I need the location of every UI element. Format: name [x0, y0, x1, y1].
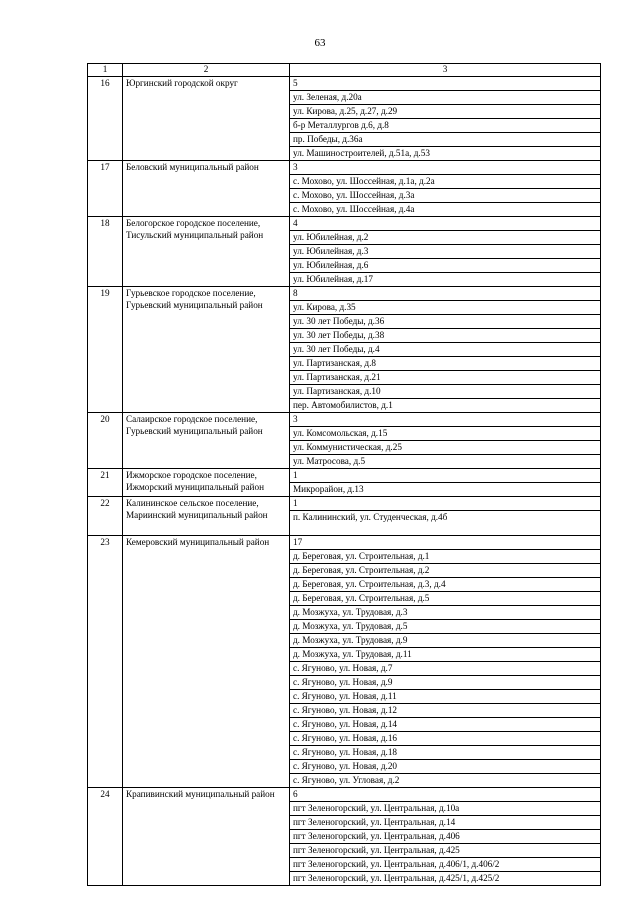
- address-cell: ул. Юбилейная, д.6: [290, 259, 601, 273]
- municipality-name: Беловский муниципальный район: [123, 161, 290, 217]
- address-cell: д. Мозжуха, ул. Трудовая, д.11: [290, 648, 601, 662]
- address-cell: с. Ягуново, ул. Новая, д.12: [290, 704, 601, 718]
- address-cell: ул. Кирова, д.35: [290, 301, 601, 315]
- address-cell: д. Мозжуха, ул. Трудовая, д.5: [290, 620, 601, 634]
- address-cell: с. Мохово, ул. Шоссейная, д.4а: [290, 203, 601, 217]
- municipality-name: Калининское сельское поселение, Мариинский муниципальный район: [123, 497, 290, 536]
- address-cell: с. Ягуново, ул. Новая, д.11: [290, 690, 601, 704]
- house-count: 6: [290, 788, 601, 802]
- table-row: [88, 413, 601, 427]
- address-cell: ул. Юбилейная, д.17: [290, 273, 601, 287]
- address-cell: с. Ягуново, ул. Новая, д.20: [290, 760, 601, 774]
- header-col-2: 2: [123, 64, 290, 77]
- house-count: 3: [290, 161, 601, 175]
- house-count: 5: [290, 77, 601, 91]
- row-number: 17: [88, 161, 123, 217]
- address-cell: с. Мохово, ул. Шоссейная, д.3а: [290, 189, 601, 203]
- house-count: 17: [290, 536, 601, 550]
- municipality-name: Белогорское городское поселение, Тисульский муниципальный район: [123, 217, 290, 287]
- table-row: [88, 536, 601, 550]
- table-row: [88, 497, 601, 511]
- address-cell: пгт Зеленогорский, ул. Центральная, д.14: [290, 816, 601, 830]
- row-number: 16: [88, 77, 123, 161]
- row-number: 20: [88, 413, 123, 469]
- address-cell: д. Береговая, ул. Строительная, д.3, д.4: [290, 578, 601, 592]
- house-count: 3: [290, 413, 601, 427]
- row-number: 23: [88, 536, 123, 788]
- table-body: [88, 77, 601, 886]
- table-row: [88, 788, 601, 802]
- municipality-name: Гурьевское городское поселение, Гурьевский муниципальный район: [123, 287, 290, 413]
- house-count: 1: [290, 469, 601, 483]
- address-cell: с. Ягуново, ул. Новая, д.16: [290, 732, 601, 746]
- address-cell: ул. Матросова, д.5: [290, 455, 601, 469]
- address-cell: ул. 30 лет Победы, д.38: [290, 329, 601, 343]
- table-row: [88, 217, 601, 231]
- address-cell: ул. Кирова, д.25, д.27, д.29: [290, 105, 601, 119]
- address-cell: пгт Зеленогорский, ул. Центральная, д.425/1, д.425/2: [290, 872, 601, 886]
- municipality-name: Ижморское городское поселение, Ижморский муниципальный район: [123, 469, 290, 497]
- address-cell: с. Ягуново, ул. Новая, д.7: [290, 662, 601, 676]
- address-cell: пр. Победы, д.36а: [290, 133, 601, 147]
- municipality-name: Кемеровский муниципальный район: [123, 536, 290, 788]
- municipality-name: Юргинский городской округ: [123, 77, 290, 161]
- header-col-3: 3: [290, 64, 601, 77]
- address-cell: д. Береговая, ул. Строительная, д.5: [290, 592, 601, 606]
- address-cell: с. Ягуново, ул. Новая, д.18: [290, 746, 601, 760]
- address-cell: д. Береговая, ул. Строительная, д.2: [290, 564, 601, 578]
- row-number: 19: [88, 287, 123, 413]
- house-count: 4: [290, 217, 601, 231]
- address-cell: с. Мохово, ул. Шоссейная, д.1а, д.2а: [290, 175, 601, 189]
- header-col-1: 1: [88, 64, 123, 77]
- address-cell: пгт Зеленогорский, ул. Центральная, д.406/1, д.406/2: [290, 858, 601, 872]
- municipality-name: Крапивинский муниципальный район: [123, 788, 290, 886]
- table-row: [88, 77, 601, 91]
- address-cell: ул. Партизанская, д.21: [290, 371, 601, 385]
- table-row: [88, 161, 601, 175]
- address-cell: ул. Партизанская, д.8: [290, 357, 601, 371]
- address-cell: ул. 30 лет Победы, д.36: [290, 315, 601, 329]
- house-count: 1: [290, 497, 601, 511]
- row-number: 24: [88, 788, 123, 886]
- table-header: [88, 64, 601, 77]
- address-cell: Микрорайон, д.13: [290, 483, 601, 497]
- address-cell: ул. Партизанская, д.10: [290, 385, 601, 399]
- address-cell: ул. Комсомольская, д.15: [290, 427, 601, 441]
- address-cell: пгт Зеленогорский, ул. Центральная, д.10а: [290, 802, 601, 816]
- address-cell: ул. 30 лет Победы, д.4: [290, 343, 601, 357]
- address-cell: ул. Юбилейная, д.2: [290, 231, 601, 245]
- address-cell: д. Мозжуха, ул. Трудовая, д.9: [290, 634, 601, 648]
- row-number: 22: [88, 497, 123, 536]
- address-cell: с. Ягуново, ул. Угловая, д.2: [290, 774, 601, 788]
- table-row: [88, 469, 601, 483]
- municipality-name: Салаирское городское поселение, Гурьевский муниципальный район: [123, 413, 290, 469]
- row-number: 18: [88, 217, 123, 287]
- address-cell: ул. Коммунистическая, д.25: [290, 441, 601, 455]
- address-cell: п. Калининский, ул. Студенческая, д.4б: [290, 511, 601, 536]
- address-cell: с. Ягуново, ул. Новая, д.14: [290, 718, 601, 732]
- page-number: 63: [314, 37, 326, 49]
- address-cell: д. Мозжуха, ул. Трудовая, д.3: [290, 606, 601, 620]
- address-cell: пгт Зеленогорский, ул. Центральная, д.425: [290, 844, 601, 858]
- addresses-table: [87, 63, 601, 886]
- address-cell: пгт Зеленогорский, ул. Центральная, д.406: [290, 830, 601, 844]
- house-count: 8: [290, 287, 601, 301]
- row-number: 21: [88, 469, 123, 497]
- address-cell: ул. Юбилейная, д.3: [290, 245, 601, 259]
- address-cell: ул. Машиностроителей, д.51а, д.53: [290, 147, 601, 161]
- address-cell: с. Ягуново, ул. Новая, д.9: [290, 676, 601, 690]
- address-cell: б-р Металлургов д.6, д.8: [290, 119, 601, 133]
- address-cell: д. Береговая, ул. Строительная, д.1: [290, 550, 601, 564]
- address-cell: ул. Зеленая, д.20а: [290, 91, 601, 105]
- address-cell: пер. Автомобилистов, д.1: [290, 399, 601, 413]
- table-row: [88, 287, 601, 301]
